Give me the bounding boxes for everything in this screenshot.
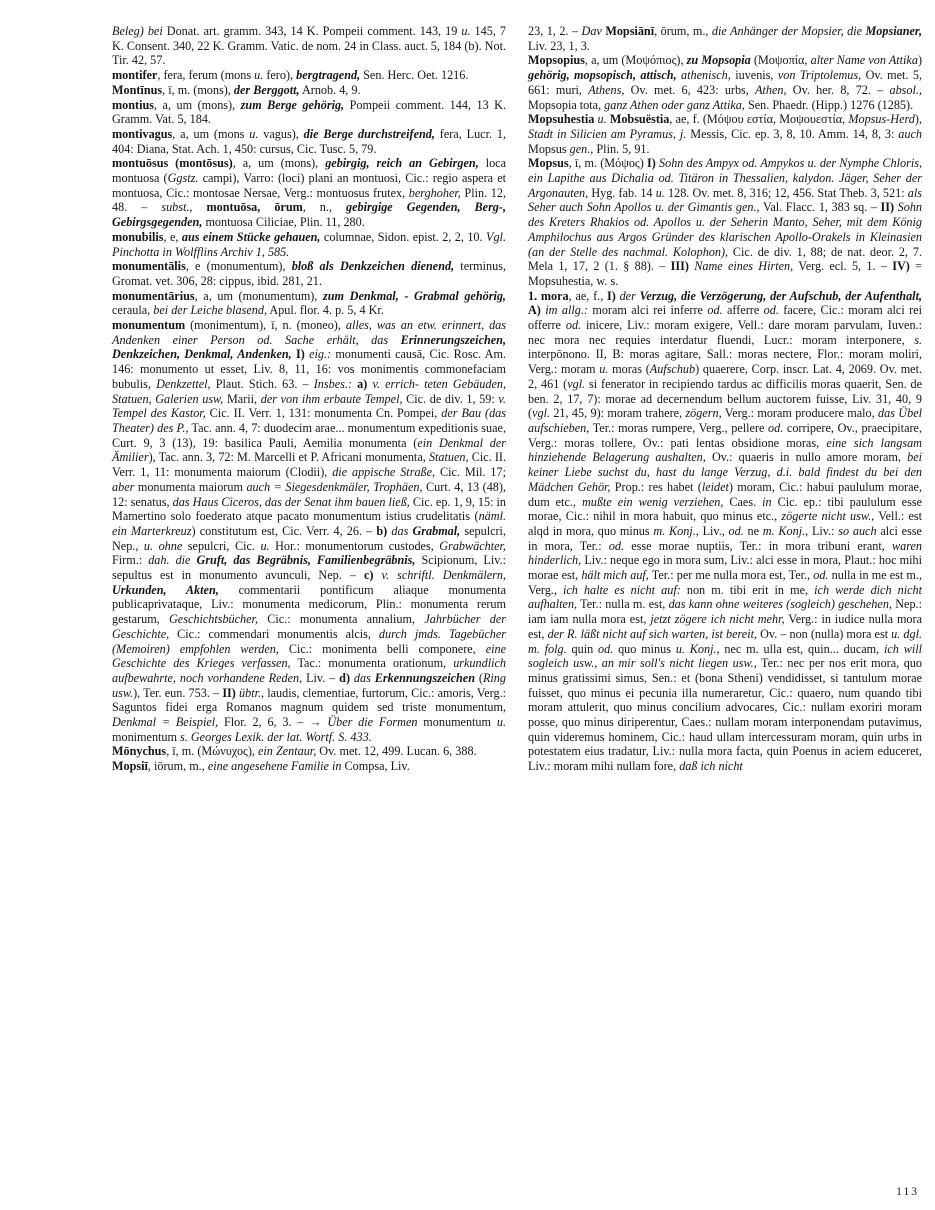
entry-text-segment: der: [615, 288, 640, 303]
entry-text-segment: Ov. – non (nulla) mora est: [757, 626, 892, 641]
entry-text-segment: eig.:: [309, 347, 332, 362]
entry-text-segment: auch: [898, 126, 922, 141]
entry-text-segment: I): [647, 156, 656, 171]
entry-text-segment: Nep.: iam iam nulla mora est,: [528, 597, 922, 627]
entry-text-segment: od.: [707, 303, 723, 318]
entry-text-segment: Cic. II. Verr. 1, 11: monumenta maiorum (Clodii),: [112, 450, 506, 480]
entry-text-segment: , ae, f. (Μόψου εστία, Μοψουεστία,: [669, 112, 849, 127]
entry-text-segment: 23, 1, 2. –: [528, 24, 582, 38]
entry-text-segment: moras (: [608, 362, 650, 377]
entry-text-segment: non m. tibi erit in me,: [680, 582, 815, 597]
entry-text-segment: monubilis: [112, 229, 164, 244]
entry-text-segment: fera, Lucr. 1, 404: Diana, Stat. Ach. 1, 450: cursus, Cic. Tusc. 5, 79.: [112, 126, 506, 156]
entry-text-segment: Cic. de div. 1, 88; de nat. deor. 2, 7. Mela 1, 17, 2 (1. § 88). –: [528, 244, 922, 274]
entry-text-segment: Prop.: res habet (: [610, 479, 702, 494]
entry-text-segment: Verg.: moram producere malo,: [721, 406, 879, 421]
entry-text-segment: u.: [655, 185, 665, 200]
entry-text-segment: b): [376, 523, 388, 538]
left-column: [112, 24, 506, 774]
entry-text-segment: 21, 45, 9): moram trahere,: [550, 406, 686, 421]
entry-text-segment: , ī, m. (Μώνυχος),: [166, 744, 259, 759]
entry-text-segment: corripere, Ov., praecipitare, Verg.: moras tollere, Ov.: pati lentas obsidione moras,: [528, 420, 922, 450]
entry-text-segment: Val. Flacc. 1, 383 sq. –: [759, 200, 881, 215]
entry-text-segment: Cic. II. Verr. 1, 131: monumenta Cn. Pompei,: [205, 406, 442, 421]
entry-text-segment: monumenta maiorum: [134, 479, 247, 494]
entry-text-segment: laudis, clementiae, furtorum, Cic.: amoris, Verg.: Saguntos fidei erga Romanos magnum quidem sed triste monumentum,: [112, 685, 507, 715]
entry-text-segment: bei keiner Liebe suchst du, hast du lange Verzug, d.i. bald findest du bei den Mädchen Gehör,: [528, 450, 922, 494]
entry-text-segment: u.: [260, 538, 270, 553]
entry-text-segment: ein Denkmal der Ämilier: [112, 435, 506, 465]
entry-text-segment: Cic. Mil. 17;: [435, 465, 506, 480]
entry-text-segment: Denkmal = Beispiel,: [112, 715, 219, 730]
entry-text-segment: Vell.: est alqd in mora, quo minus: [528, 509, 922, 538]
entry-text-segment: ganz Athen oder ganz Attika,: [604, 97, 745, 112]
entry-text-segment: Erkennungszeichen: [374, 670, 475, 685]
dictionary-entry: [112, 259, 506, 288]
entry-text-segment: aus einem Stücke gehauen,: [181, 229, 321, 244]
entry-text-segment: subst.,: [161, 200, 193, 215]
entry-text-segment: fero),: [263, 68, 297, 83]
entry-text-segment: m. Konj.,: [653, 523, 699, 538]
entry-text-segment: montuosa Ciliciae, Plin. 11, 280.: [202, 215, 365, 230]
entry-text-segment: montivagus: [112, 126, 173, 141]
entry-text-segment: , ae, f.,: [568, 288, 608, 303]
entry-text-segment: Verg. ecl. 5, 1. –: [793, 259, 893, 274]
entry-text-segment: monumenti causā, Cic. Rosc. Am. 146: monumento ut esset, Liv. 8, 11, 16: vos monimentis commonefaciam bubulis,: [112, 347, 507, 391]
entry-text-segment: II): [880, 200, 895, 215]
entry-text-segment: quin: [566, 641, 599, 656]
entry-text-segment: u.: [594, 112, 610, 127]
entry-text-segment: vagus),: [258, 126, 304, 141]
entry-text-segment: A): [528, 303, 541, 318]
entry-text-segment: Mopsopia tota,: [528, 97, 605, 112]
dictionary-entry: [528, 156, 922, 288]
entry-text-segment: Mopsus: [528, 141, 570, 156]
entry-text-segment: von Triptolemus,: [777, 68, 862, 83]
entry-text-segment: eine sich langsam hinziehende Belagerung aushalten,: [528, 435, 922, 465]
entry-text-segment: als Seher auch Sohn Apollos u. der Gimantis gen.,: [528, 185, 922, 215]
entry-text-segment: II): [222, 685, 236, 700]
entry-text-segment: Liv. 23, 1, 3.: [528, 38, 590, 53]
entry-text-segment: Ter.: nec per nos erit mora, quo minus gratissimi simus, Sen.: et (bona Stheni) vendidisset, si tantulum morae fuisset, quo minus ei pecunia illa numeraretur, Cic.: quaero, num quando tibi moram attulerit, quo minus concilium advocares, Cic.: nullam exoriri moram posse, quo minus diriperentur, Caes.: nullam moram interponendam putavimus, quin videremus hominem, Cic.: haud ullam intercessuram moram, quin urbs in potestatem eius tradatur, Liv.: nulla mora facta, quin Poenus in aciem educeret, Liv.: moram mihi nullam fore,: [528, 656, 922, 774]
entry-text-segment: od.: [598, 641, 614, 656]
entry-text-segment: Flor. 2, 6, 3. – →: [218, 715, 328, 730]
entry-text-segment: III): [670, 259, 689, 274]
entry-text-segment: s. Georges Lexik. der lat. Wortf. S. 433.: [180, 729, 372, 744]
entry-text-segment: ceraula,: [112, 303, 154, 318]
entry-text-segment: od.: [728, 523, 744, 538]
entry-text-segment: montifer: [112, 68, 158, 83]
entry-text-segment: IV): [892, 259, 910, 274]
entry-text-segment: v. Tempel des Kastor,: [112, 391, 506, 421]
dictionary-entry: [112, 759, 506, 774]
entry-text-segment: (monimentum), ī, n. (moneo),: [185, 318, 346, 333]
entry-text-segment: = Mopsuhestia, w. s.: [528, 259, 923, 288]
entry-text-segment: u.: [461, 24, 471, 38]
entry-text-segment: Ov. met. 6, 423: urbs,: [624, 82, 756, 97]
entry-text-segment: interpōnono. II, B: moras agitare, Sall.: moras nectere, Flor.: moram moliri, Verg.: moram: [528, 347, 922, 377]
entry-text-segment: Plin. 5, 91.: [593, 141, 650, 156]
entry-text-segment: daß ich nicht: [679, 759, 743, 774]
entry-text-segment: si fenerator in recipiendo tardus ac difficilis moras quaerit, Sen. de ben. 2, 17, 7): morae ad decernendum bellum auctorem fuisse, Liv. 31, 40, 9 (: [528, 376, 922, 421]
entry-text-segment: das Übel aufschieben,: [528, 406, 922, 435]
entry-text-segment: die Anhänger der Mopsier, die: [711, 24, 866, 38]
entry-text-segment: gebirgig, reich an Gebirgen,: [325, 156, 479, 171]
entry-text-segment: Mōnychus: [112, 744, 167, 759]
entry-text-segment: monumentālis: [112, 259, 186, 274]
entry-text-segment: die Berge durchstreifend,: [303, 126, 435, 141]
entry-text-segment: Mopsiānī: [605, 24, 655, 38]
entry-text-segment: Sen. Herc. Oet. 1216.: [360, 68, 469, 83]
page-number: 113: [896, 1186, 919, 1198]
entry-text-segment: od.: [565, 318, 582, 333]
entry-text-segment: , e (monumentum),: [185, 259, 292, 274]
entry-text-segment: waren hinderlich,: [528, 538, 922, 568]
dictionary-entry: [112, 68, 506, 83]
entry-text-segment: ), Tac. ann. 3, 72: M. Marcelli et P. Africani monumenta,: [148, 450, 429, 465]
entry-text-segment: 1. mora: [528, 288, 569, 303]
entry-text-segment: u. dgl. m. folg.: [528, 626, 922, 656]
entry-text-segment: od.: [813, 568, 829, 583]
entry-text-segment: Ggstz.: [167, 171, 199, 186]
entry-text-segment: , n.,: [302, 200, 346, 215]
entry-text-segment: absol.,: [889, 82, 922, 97]
entry-text-segment: vgl.: [567, 376, 586, 391]
entry-text-segment: ) quaerere, Corp. inscr. Lat. 4, 2069. Ov. met. 2, 461 (: [528, 362, 923, 391]
entry-text-segment: gehörig, mopsopisch, attisch,: [528, 68, 677, 83]
dictionary-entry: [528, 24, 922, 53]
entry-text-segment: das: [350, 670, 375, 685]
entry-text-segment: Urkunden, Akten,: [112, 582, 219, 597]
entry-text-segment: der Berggott,: [233, 82, 300, 97]
entry-text-segment: Cic.: monimenta belli componere,: [278, 641, 486, 656]
entry-text-segment: zögern,: [685, 406, 722, 421]
entry-text-segment: Mopsuhestia: [528, 112, 595, 127]
entry-text-segment: Hor.: monumentorum custodes,: [269, 538, 440, 553]
entry-text-segment: , a, um (mons),: [232, 156, 326, 171]
entry-text-segment: Sen. Phaedr. (Hipp.) 1276 (1285).: [744, 97, 914, 112]
entry-text-segment: bloß als Denkzeichen dienend,: [291, 259, 455, 274]
entry-text-segment: Insbes.:: [313, 376, 352, 391]
entry-text-segment: u.: [599, 362, 609, 377]
entry-text-segment: esse morae nuptiis, Ter.: in mora tribuni erant,: [624, 538, 892, 553]
entry-text-segment: zum Berge gehörig,: [240, 97, 345, 112]
entry-text-segment: jetzt zögere ich nicht mehr,: [650, 612, 785, 627]
entry-text-segment: gen.,: [569, 141, 594, 156]
entry-text-segment: Geschichtsbücher,: [168, 612, 258, 627]
entry-text-segment: , a, um (mons: [172, 126, 250, 141]
entry-text-segment: , a, um (mons),: [154, 97, 241, 112]
entry-text-segment: Statuen,: [428, 450, 469, 465]
entry-text-segment: m. Konj.,: [762, 523, 809, 538]
entry-text-segment: das: [387, 523, 413, 538]
entry-text-segment: ),: [914, 112, 923, 127]
entry-text-segment: od.: [768, 420, 784, 435]
entry-text-segment: durch jmds. Tagebücher (Memoiren) empfohlen werden,: [112, 626, 506, 656]
entry-text-segment: sepulcri, Nep.,: [112, 523, 506, 553]
dictionary-entry: [112, 83, 506, 98]
entry-text-segment: ): [917, 53, 922, 68]
entry-text-segment: Apul. flor. 4. p. 5, 4 Kr.: [267, 303, 384, 318]
entry-text-segment: v. schriftl. Denkmälern,: [381, 568, 506, 583]
entry-text-segment: Über die Formen: [327, 715, 418, 730]
entry-text-segment: Ov. met. 5, 661: muri,: [528, 68, 922, 97]
entry-text-segment: u.: [254, 68, 264, 83]
entry-text-segment: das Haus Ciceros, das der Senat ihm bauen ließ,: [172, 494, 410, 509]
entry-text-segment: Gruft, das Begräbnis, Familienbegräbnis,: [196, 553, 416, 568]
entry-text-segment: a): [357, 376, 368, 391]
entry-text-segment: loca montuosa (: [112, 156, 506, 186]
entry-text-segment: aber: [112, 479, 135, 494]
entry-text-segment: , ōrum, m.,: [654, 24, 712, 38]
entry-text-segment: u.: [249, 126, 259, 141]
entry-text-segment: I): [295, 347, 305, 362]
entry-text-segment: u. ohne: [143, 538, 183, 553]
entry-text-segment: Vgl. Pinchotta in Wolfflins Archiv 1, 585.: [112, 229, 506, 259]
entry-text-segment: Name eines Hirten,: [694, 259, 794, 274]
dictionary-entry: [112, 318, 506, 744]
dictionary-entry: [112, 24, 506, 68]
entry-text-segment: d): [339, 670, 351, 685]
entry-text-segment: quo minus: [613, 641, 676, 656]
entry-text-segment: , fera, ferum (mons: [157, 68, 255, 83]
entry-text-segment: u.: [496, 715, 506, 730]
entry-text-segment: Grabwächter,: [439, 538, 506, 553]
entry-text-segment: hält mich auf,: [581, 568, 649, 583]
entry-text-segment: Cic. de div. 1, 59:: [402, 391, 499, 406]
dictionary-entry: [528, 289, 922, 774]
entry-text-segment: Denkzettel,: [156, 376, 211, 391]
entry-text-segment: Mopsiī: [112, 759, 148, 774]
entry-text-segment: commentarii pontificum aliaque monumenta publicaprivataque, Liv.: monumenta medicorum, Plin.: monumenta rerum gestarum,: [112, 582, 506, 627]
dictionary-entry: [112, 744, 506, 759]
entry-text-segment: Ov. met. 12, 499. Lucan. 6, 388.: [316, 744, 477, 759]
entry-text-segment: , ī, m. (mons),: [162, 82, 234, 97]
entry-text-segment: montuōsa, ōrum: [206, 200, 303, 215]
entry-text-segment: monumentum: [417, 715, 497, 730]
entry-text-segment: Erinnerungszeichen, Denkzeichen, Denkmal, Andenken,: [112, 332, 506, 362]
entry-text-segment: übtr.,: [239, 685, 265, 700]
entry-text-segment: columnae, Sidon. epist. 2, 2, 10.: [320, 229, 487, 244]
entry-text-segment: gebirgige Gegenden, Berg-, Gebirgsgegenden,: [112, 200, 507, 230]
entry-text-segment: Dav: [581, 24, 602, 38]
entry-text-segment: I): [607, 288, 616, 303]
entry-text-segment: zum Denkmal, - Grabmal gehörig,: [323, 288, 506, 303]
entry-text-segment: Stadt in Silicien am Pyramus, j.: [528, 126, 687, 141]
right-column: [528, 24, 922, 774]
entry-text-segment: näml. ein Marterkreuz: [112, 509, 506, 538]
entry-text-segment: , ī, m. (Μόψος): [568, 156, 647, 171]
entry-text-segment: Liv. –: [302, 670, 340, 685]
entry-text-segment: Ter.: nulla m. est,: [577, 597, 669, 612]
entry-text-segment: od.: [608, 538, 625, 553]
entry-text-segment: zu Mopsopia: [686, 53, 751, 68]
entry-text-segment: Mobsuëstia: [609, 112, 670, 127]
entry-text-segment: urkundlich aufbewahrte, noch vorhandene Reden,: [112, 656, 506, 685]
entry-text-segment: Cic. ep. 1, 9, 15: in Mamertino solo foederato atque pacato monumentum istius crudelitatis (: [112, 494, 507, 524]
entry-text-segment: Jahrbücher der Geschichte,: [112, 612, 506, 641]
entry-text-segment: bergtragend,: [296, 68, 361, 83]
entry-text-segment: Tac. ann. 4, 7: duodecim arae... monumentum expeditionis suae, Curt. 9, 3 (13), 19: basilica Pauli, Aemilia monumenta (: [112, 420, 506, 450]
entry-text-segment: Tac.: monumenta orationum,: [290, 656, 454, 671]
entry-text-segment: campi), Varro: (loci) plani an montuosi, Cic.: regio aspera et montuosa, Cic.: montosae Nersae, Verg.: montuosus frutex,: [112, 171, 507, 200]
entry-text-segment: Mopsopius: [528, 53, 585, 68]
entry-text-segment: Mopsus: [528, 156, 569, 171]
entry-text-segment: bei der Leiche blasend,: [153, 303, 268, 318]
entry-text-segment: Verzug, die Verzögerung, der Aufschub, der Aufenthalt,: [639, 288, 922, 303]
dictionary-entry: [528, 112, 922, 156]
entry-text-segment: Grabmal,: [412, 523, 461, 538]
entry-text-segment: v. errich- teten Gebäuden, Statuen, Galerien usw,: [112, 376, 507, 406]
entry-text-segment: vgl.: [532, 406, 550, 421]
entry-text-segment: der von ihm erbaute Tempel,: [260, 391, 403, 406]
entry-text-segment: alci esse in mora, Ter.:: [528, 523, 922, 553]
entry-text-segment: so auch: [838, 523, 877, 538]
entry-text-segment: ) constitutum est, Cic. Verr. 4, 26. –: [191, 523, 377, 538]
entry-text-segment: (: [475, 670, 483, 685]
entry-text-segment: , iōrum, m.,: [147, 759, 208, 774]
entry-text-segment: montuōsus (montōsus): [112, 156, 233, 171]
entry-text-segment: Scipionum, Liv.: sepultus est in monumento avunculi, Nep. –: [112, 553, 506, 583]
entry-text-segment: leidet: [701, 479, 729, 494]
entry-text-segment: Compsa, Liv.: [341, 759, 410, 774]
dictionary-entry: [112, 156, 506, 230]
entry-text-segment: 145, 7 K. Consent. 340, 22 K. Gramm. Vatic. de nom. 24 in Class. auct. 5, 184 (b). Not. Tir. 42, 57.: [112, 24, 506, 68]
entry-text-segment: Cic.: commendari monumentis alcis,: [169, 626, 379, 641]
entry-text-segment: Ring usw.: [112, 670, 506, 700]
entry-text-segment: [192, 200, 206, 214]
entry-text-segment: Aufschub: [649, 362, 696, 377]
entry-text-segment: Sohn des Ampyx od. Ampykos u. der Nymphe Chloris, ein Lapithe aus Dichalia od. Titäron in Thessalien, kalydon. Jäger, Seher der Argonauten,: [528, 156, 923, 200]
entry-text-segment: Ter.: moras rumpere, Verg., pellere: [589, 420, 769, 435]
entry-text-segment: , a, um (Μοψόπιος),: [584, 53, 687, 68]
entry-text-segment: im allg.:: [545, 303, 588, 318]
entry-text-segment: Plaut. Stich. 63. –: [210, 376, 314, 391]
entry-text-segment: Ov.: quaeris in nullo amore moram,: [705, 450, 908, 465]
entry-text-segment: Beleg) bei: [112, 24, 163, 38]
entry-text-segment: afferre: [722, 303, 764, 318]
entry-text-segment: monumentārius: [112, 288, 195, 303]
entry-text-segment: athenisch,: [681, 68, 731, 83]
entry-text-segment: monimentum: [112, 729, 181, 744]
dictionary-entry: [112, 289, 506, 318]
entry-text-segment: in: [762, 494, 772, 509]
entry-text-segment: u. Konj.,: [675, 641, 720, 656]
entry-text-segment: Ter.: per me nulla mora est, Ter.,: [648, 568, 814, 583]
entry-text-segment: Mopsianer,: [865, 24, 923, 38]
entry-text-segment: nec m. ulla est, quin... ducam,: [719, 641, 884, 656]
entry-text-segment: ich werde dich nicht aufhalten,: [528, 582, 923, 612]
entry-text-segment: alles, was an etw. erinnert, das Andenken einer Person od. Sache erhält, das: [112, 318, 506, 347]
entry-text-segment: s.: [914, 332, 922, 347]
entry-text-segment: berghoher,: [408, 185, 461, 200]
entry-text-segment: , a, um (monumentum),: [194, 288, 324, 303]
entry-text-segment: facere, Cic.: moram alci rei offerre: [528, 303, 922, 333]
entry-text-segment: Plin. 12, 48. –: [112, 185, 506, 215]
entry-text-segment: dah. die: [148, 553, 197, 568]
entry-text-segment: Sohn des Kreters Rhakios od. Apollos u. der Seherin Manto, Seher, mit dem König Amphilochus aus Argos Gründer des klarischen Apollo-Orakels in Kleinasien (an der Stelle des nachmal. Kolophon),: [528, 200, 922, 259]
entry-text-segment: Hyg. fab. 14: [588, 185, 656, 200]
entry-text-segment: mußte ein wenig verziehen,: [581, 494, 724, 509]
entry-text-segment: zögerte nicht usw.,: [781, 509, 875, 524]
dictionary-entry: [112, 98, 506, 127]
entry-text-segment: Curt. 4, 13 (48), 12: senatus,: [112, 479, 506, 509]
entry-text-segment: ), Ter. eun. 753. –: [133, 685, 223, 700]
entry-text-segment: ) moram, Cic.: habui paululum morae, dum etc.,: [528, 479, 922, 509]
entry-text-segment: Athens,: [588, 82, 625, 97]
entry-text-segment: Pompeii comment. 144, 13 K. Gramm. Vat. 5, 184.: [112, 97, 507, 127]
entry-text-segment: moram alci rei inferre: [587, 303, 708, 318]
entry-text-segment: der Bau (das Theater) des P.,: [112, 406, 507, 435]
entry-text-segment: ein Zentaur,: [258, 744, 317, 759]
entry-text-segment: eine Geschichte des Krieges verfassen,: [112, 641, 506, 671]
entry-text-segment: Cic.: monumenta annalium,: [258, 612, 425, 627]
entry-text-segment: c): [363, 568, 374, 583]
entry-text-segment: Marii,: [223, 391, 261, 406]
entry-text-segment: alter Name von Attika: [810, 53, 918, 68]
entry-text-segment: od.: [763, 303, 779, 318]
entry-text-segment: Firm.:: [112, 553, 149, 568]
entry-text-segment: Liv.: neque ego in mora sum, Liv.: alci esse in mora, Plaut.: hoc mihi morae est,: [528, 553, 922, 583]
entry-text-segment: auch = Siegesdenkmäler, Trophäen,: [246, 479, 423, 494]
entry-text-segment: ich will sogleich usw., an mir soll's nicht liegen usw.,: [528, 641, 923, 671]
entry-text-segment: Liv.,: [698, 523, 729, 538]
entry-text-segment: inicere, Liv.: moram exigere, Vell.: dare moram parvulam, Iuven.: nec mora nec requies interdatur fluendi, Lucr.: moram interponere,: [528, 318, 922, 347]
entry-text-segment: sepulcri, Cic.: [182, 538, 261, 553]
entry-text-segment: Mopsus-Herd: [848, 112, 915, 127]
entry-text-segment: Verg.: in iudice nulla mora est,: [528, 612, 922, 641]
entry-text-segment: Ov. her. 8, 72. –: [786, 82, 890, 97]
entry-text-segment: Montīnus: [112, 82, 163, 97]
dictionary-entry: [112, 127, 506, 156]
entry-text-segment: monumentum: [112, 318, 186, 333]
entry-text-segment: ne: [743, 523, 763, 538]
entry-text-segment: die appische Straße,: [332, 465, 436, 480]
entry-text-segment: Arnob. 4, 9.: [299, 82, 361, 97]
entry-text-segment: iuvenis,: [730, 68, 778, 83]
dictionary-entry: [528, 53, 922, 112]
entry-text-segment: 128. Ov. met. 8, 316; 12, 456. Stat Theb. 3, 521:: [664, 185, 908, 200]
entry-text-segment: Caes.: [723, 494, 763, 509]
entry-text-segment: Cic. ep.: tibi paululum esse morae, Cic.: nihil in mora habuit, quo minus etc.,: [528, 494, 922, 524]
text-columns: [112, 24, 922, 774]
entry-text-segment: ich halte es nicht auf:: [562, 582, 681, 597]
entry-text-segment: Messis, Cic. ep. 3, 8, 10. Amm. 14, 8, 3:: [686, 126, 899, 141]
entry-text-segment: der R. läßt nicht auf sich warten, ist bereit,: [547, 626, 758, 641]
entry-text-segment: Athen,: [755, 82, 787, 97]
entry-text-segment: Donat. art. gramm. 343, 14 K. Pompeii comment. 143, 19: [162, 24, 462, 38]
entry-text-segment: das kann ohne weiteres (sogleich) geschehen,: [668, 597, 892, 612]
entry-text-segment: montius: [112, 97, 154, 112]
entry-text-segment: , e,: [163, 229, 182, 244]
entry-text-segment: (Μοψοπία,: [750, 53, 811, 68]
dictionary-entry: [112, 230, 506, 259]
entry-text-segment: eine angesehene Familie in: [207, 759, 342, 774]
entry-text-segment: nulla in me est m., Verg.,: [528, 568, 922, 597]
entry-text-segment: terminus, Gromat. vet. 306, 28: cippus, ibid. 281, 21.: [112, 259, 507, 288]
entry-text-segment: Liv.:: [808, 523, 839, 538]
